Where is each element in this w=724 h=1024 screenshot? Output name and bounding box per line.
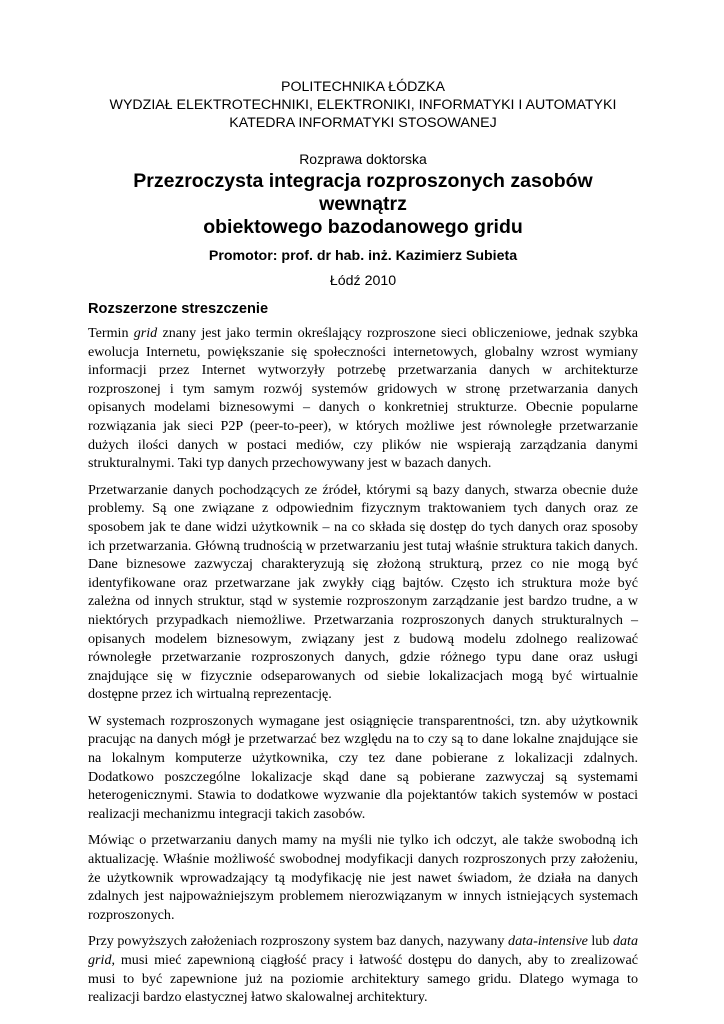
paragraph-3: W systemach rozproszonych wymagane jest osiągnięcie transparentności, tzn. aby użytkownik pracując na danych mógł je przetwarzać bez względu na to czy są to dane lokalne znajdujące sie na lokalnym komputerze użytkownika, czy tez dane pobierane z lokalizacji zdalnych. Dodatkowo poszczególne lokalizacje skąd dane są pobierane zazwyczaj są systemami heterogenicznymi. Stawia to dodatkowe wyzwanie dla pojektantów takich systemów w postaci realizacji mechanizmu integracji takich zasobów. xyxy=(88,712,638,822)
paragraph-5-text-c: lub xyxy=(587,933,613,950)
paragraph-1 xyxy=(88,324,638,473)
thesis-title xyxy=(88,170,638,239)
department-name: KATEDRA INFORMATYKI STOSOWANEJ xyxy=(229,115,497,131)
faculty-name: WYDZIAŁ ELEKTROTECHNIKI, ELEKTRONIKI, INFORMATYKI I AUTOMATYKI xyxy=(109,97,617,113)
thesis-title-line-2: obiektowego bazodanowego gridu xyxy=(203,216,523,238)
thesis-title-line-1: Przezroczysta integracja rozproszonych zasobów wewnątrz xyxy=(133,170,593,215)
paragraph-2: Przetwarzanie danych pochodzących ze źródeł, którymi są bazy danych, stwarza obecnie duże problemy. Są one związane z odpowiednim fizycznym traktowaniem tych danych oraz ze sposobem jak te dane widzi użytkownik – na co składa się dostęp do tych danych oraz sposoby ich przetwarzania. Główną trudnością w przetwarzaniu jest tutaj właśnie struktura takich danych. Dane biznesowe zazwyczaj charakteryzują się złożoną strukturą, przez co nie mogą być identyfikowane oraz przetwarzane jak zwykły ciąg bajtów. Często ich struktura może być zależna od innych struktur, stąd w systemie rozproszonym zarządzanie jest bardzo trudne, a w niektórych przypadkach niemożliwe. Przetwarzania rozproszonych danych strukturalnych – opisanych modelem biznesowym, związany jest z budową modelu zdolnego realizować równoległe przetwarzanie rozproszonych danych, gdzie różnego typu dane oraz usługi znajdujące się w fizycznie odseparowanych od siebie lokalizacjach mogą być wirtualnie dostępne przez ich wirtualną reprezentację. xyxy=(88,481,638,703)
paragraph-5 xyxy=(88,932,638,1006)
paragraph-1-text-c: znany jest jako termin określający rozproszone sieci obliczeniowe, jednak szybka ewolucja Internetu, powiększanie się społeczności internetowych, globalny wzrost wymiany informacji przez Internet wytworzyły potrzebę przetwarzania danych w architekturze rozproszonej i tym samym rozwój systemów gridowych w stronę przetwarzania danych opisanych modelami biznesowymi – danych o konkretniej strukturze. Obecnie popularne rozwiązania jak sieci P2P (peer-to-peer), w których możliwe jest równoległe przetwarzanie dużych ilości danych w postaci mediów, czy plików nie wspierają zarządzania danymi strukturalnymi. Taki typ danych przechowywany jest w bazach danych. xyxy=(88,325,638,472)
paragraph-1-text-a: Termin xyxy=(88,325,134,341)
section-heading: Rozszerzone streszczenie xyxy=(88,301,269,317)
paragraph-1-term-grid: grid xyxy=(133,325,158,341)
paragraph-5-text-e: , musi mieć zapewnioną ciągłość pracy i łatwość dostępu do danych, aby to zrealizować musi to być zapewnione już na poziomie architektury samego gridu. Dlatego wymaga to realizacji bardzo elastycznej łatwo skalowalnej architektury. xyxy=(88,952,638,1006)
university-name: POLITECHNIKA ŁÓDZKA xyxy=(281,79,445,95)
place-and-year: Łódź 2010 xyxy=(329,273,397,289)
document-type: Rozprawa doktorska xyxy=(299,151,427,167)
institution-header xyxy=(88,78,638,132)
paragraph-5-text-a: Przy powyższych założeniach rozproszony system baz danych, nazywany xyxy=(88,933,509,950)
paragraph-5-term-data-grid: data grid xyxy=(88,933,639,968)
paragraph-5-term-data-intensive: data-intensive xyxy=(508,933,588,950)
document-page xyxy=(88,78,638,1007)
paragraph-4: Mówiąc o przetwarzaniu danych mamy na myśli nie tylko ich odczyt, ale także swobodną ich aktualizację. Właśnie możliwość swobodnej modyfikacji danych rozproszonych przy założeniu, że użytkownik wprowadzający tą modyfikację nie jest nawet świadom, że działa na danych zdalnych jest najpoważniejszym problemem nierozwiązanym w innych istniejących systemach rozproszonych. xyxy=(88,832,638,923)
supervisor: Promotor: prof. dr hab. inż. Kazimierz Subieta xyxy=(208,248,518,264)
